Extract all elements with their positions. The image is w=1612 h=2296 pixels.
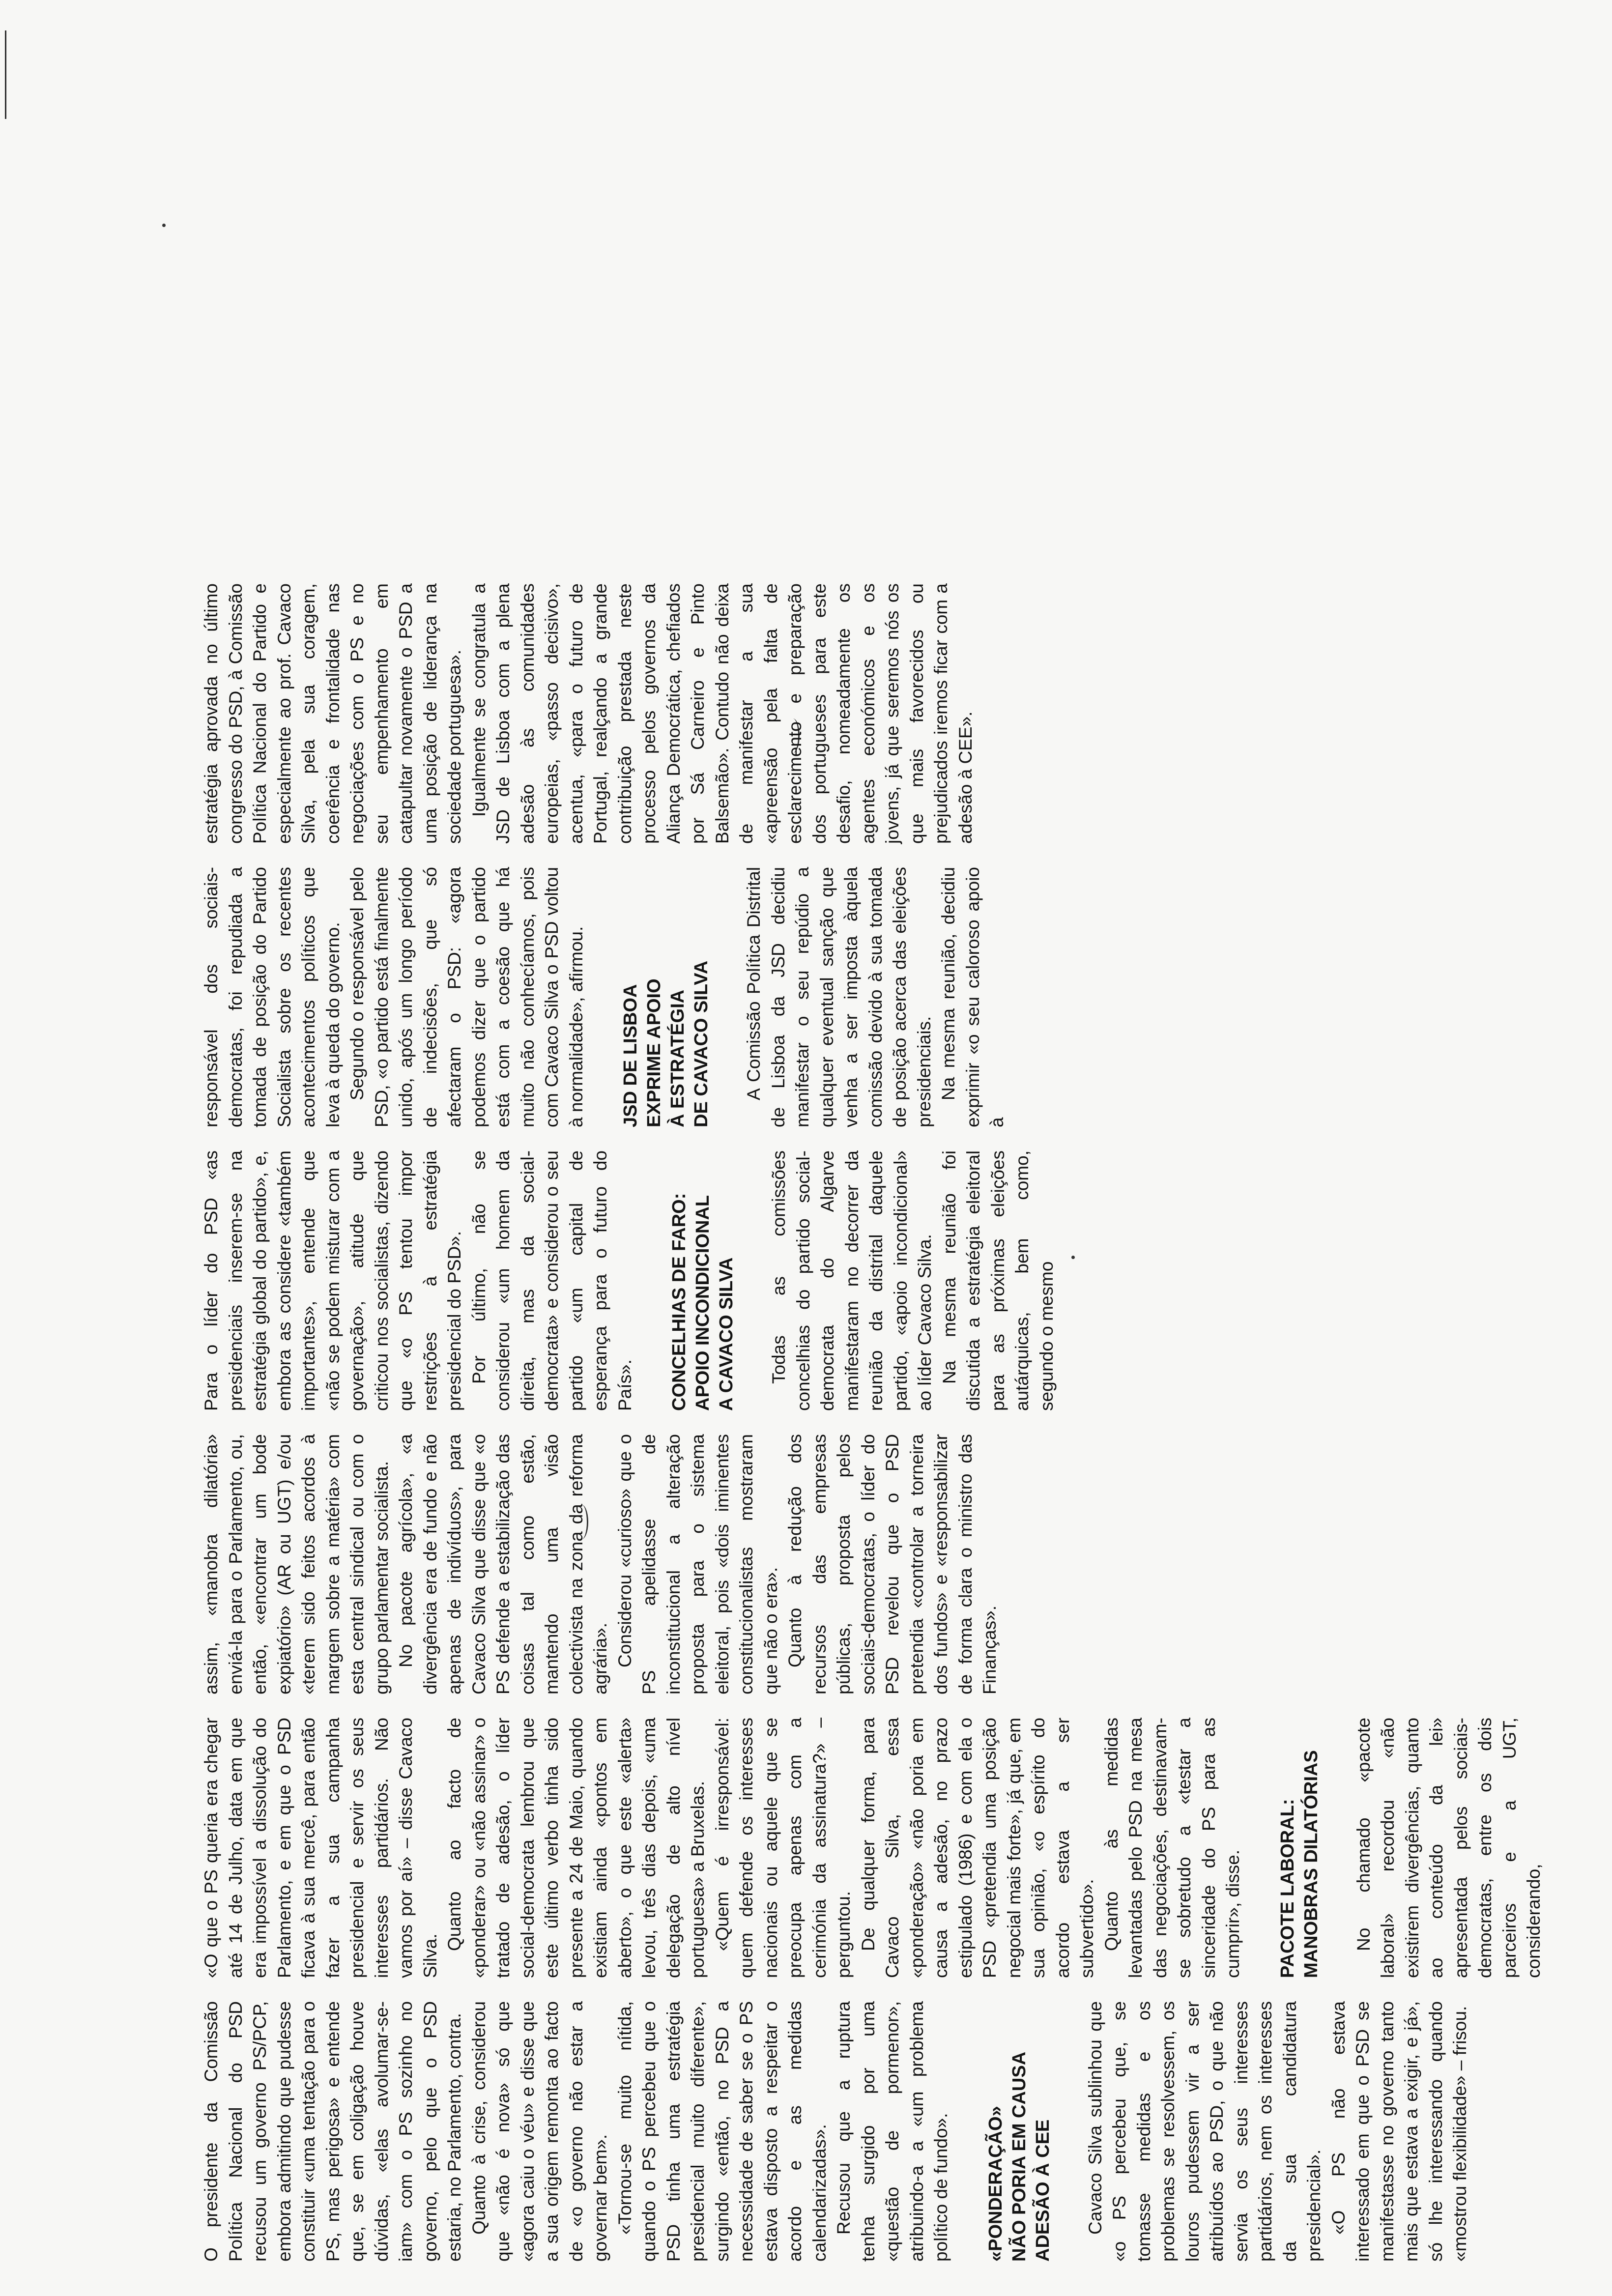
article-paragraph: «Quem é irresponsável: quem defende os interesses nacionais ou aquele que se preocupa apenas com a cerimónia da assinatura?» – perguntou.	[712, 1718, 854, 1978]
article-paragraph: «O que o PS queria era chegar até 14 de Julho, data em que era impossível a dissolução do Parlamento, e em que o PSD ficava à sua mercê, para então fazer a sua campanha presidencial e servir os seus interesses partidários. Não vamos por aí» – disse Cavaco Silva.	[201, 1718, 440, 1978]
subheading-line: APOIO INCONDICIONAL	[692, 1195, 713, 1411]
section-subheading	[619, 867, 713, 1127]
article-paragraph: «O PS não estava interessado em que o PSD se manifestasse no governo tanto mais que estava a exigir, e já», só lhe interessando quando «mostrou flexibilidade» – frisou.	[1328, 2001, 1470, 2262]
subheading-line: JSD DE LISBOA	[620, 984, 641, 1127]
article-paragraph: No chamado «pacote laboral» recordou «não existirem divergências, quanto ao conteúdo da lei» apresentada pelos sociais-democratas, entre os dois parceiros e a UGT, considerando,	[1353, 1718, 1544, 1978]
article-paragraph: Cavaco Silva sublinhou que «o PS percebeu que, se tomasse medidas e os problemas se resolvessem, os louros pudessem vir a ser atribuídos ao PSD, o que não servia os seus interesses partidários, nem os interesses da sua candidatura presidencial».	[1085, 2001, 1324, 2262]
subheading-line: PACOTE LABORAL:	[1277, 1799, 1298, 1978]
article-paragraph: De qualquer forma, para Cavaco Silva, essa «ponderação» «não poria em causa a adesão, no prazo estipulado (1986) e com ela o PSD «pretendia uma posição negocial mais forte», já que, em sua opinião, «o espírito do acordo estava a ser subvertido».	[858, 1718, 1097, 1978]
article-paragraph: Quanto ao facto de «ponderar» ou «não assinar» o tratado de adesão, o líder social-democrata lembrou que este último verbo tinha sido presente a 24 de Maio, quando existiam ainda «pontos em aberto», o que este «alerta» levou, três dias depois, «uma delegação de alto nível portuguesa» a Bruxelas.	[444, 1718, 708, 1978]
subheading-line: NÃO PORIA EM CAUSA	[1008, 2051, 1030, 2262]
article-column-1	[199, 2001, 1470, 2262]
article-paragraph: Igualmente se congratula a JSD de Lisboa com a plena adesão às comunidades europeias, «passo decisivo», acentua, «para o futuro de Portugal, realçando a grande contribuição prestada neste processo pelos governos da Aliança Democrática, chefiados por Sá Carneiro e Pinto Balsemão». Contudo não deixa de manifestar a sua «apreensão pela falta de esclarecimento e preparação dos portugueses para este desafio, nomeadamente os agentes económicos e os jovens, já que seremos nós os que mais favorecidos ou prejudicados iremos ficar com a adesão à CEE».	[468, 583, 976, 844]
article-paragraph: assim, «manobra dilatória» enviá-la para o Parlamento, ou, então, «encontrar um bode expiatório» (AR ou UGT) e/ou «terem sido feitos acordos à margem sobre a matéria» com esta central sindical ou com o grupo parlamentar socialista.	[201, 1434, 392, 1694]
article-paragraph: Segundo o responsável pelo PSD, «o partido está finalmente unido, após um longo período de indecisões, que só afectaram o PSD: «agora podemos dizer que o partido está com a coesão que há muito não conhecíamos, pois com Cavaco Silva o PSD voltou à normalidade», afirmou.	[347, 867, 586, 1127]
subheading-line: ADESÃO À CEE	[1032, 2119, 1053, 2262]
article-paragraph: No pacote agrícola», «a divergência era de fundo e não apenas de indivíduos», para Cavaco Silva que disse que «o PS defende a estabilização das coisas tal como estão, mantendo uma visão colectivista na zona da reforma agrária».	[396, 1434, 610, 1694]
subheading-line: EXPRIME APOIO	[644, 978, 664, 1127]
article-paragraph: O presidente da Comissão Política Nacional do PSD recusou um governo PS/PCP, embora admitindo que pudesse constituir «uma tentação para o PS, mas perigosa» e entende que, se em coligação houve dúvidas, «elas avolumar-se-iam» com o PS sozinho no governo, pelo que o PSD estaria, no Parlamento, contra.	[201, 2001, 464, 2262]
article-paragraph: Quanto à crise, considerou que «não é nova» só que «agora caiu o véu» e disse que a sua origem remonta ao facto de «o governo não estar a governar bem».	[468, 2001, 610, 2262]
section-subheading	[1276, 1718, 1323, 1978]
article-paragraph: Recusou que a ruptura tenha surgido por uma «questão de pormenor», atribuindo-a a «um problema político de fundo».	[834, 2001, 951, 2262]
scan-speck	[162, 224, 166, 227]
article-column-5	[199, 867, 1280, 1127]
article-paragraph: Quanto às medidas levantadas pelo PSD na mesa das negociações, destinavam-se sobretudo a «testar a sinceridade do PS para as cumprir», disse.	[1101, 1718, 1243, 1978]
article-column-6	[199, 583, 1280, 844]
article-paragraph: Considerou «curioso» que o PS apelidasse de inconstitucional a alteração proposta para o sistema eleitoral, pois «dois iminentes constitucionalistas mostraram que não o era».	[614, 1434, 781, 1694]
subheading-line: A CAVACO SILVA	[716, 1257, 737, 1411]
subheading-line: À ESTRATÉGIA	[667, 989, 688, 1127]
article-column-3	[199, 1434, 1280, 1694]
article-paragraph: «Tornou-se muito nítida, quando o PS percebeu que o PSD tinha uma estratégia presidencial muito diferente», surgindo «então, no PSD a necessidade de saber se o PS estava disposto a respeitar o acordo e as medidas calendarizadas».	[614, 2001, 830, 2262]
subheading-line: «PONDERAÇÃO»	[985, 2106, 1006, 2262]
article-paragraph: Todas as comissões concelhias do partido social-democrata do Algarve manifestaram no decorrer da reunião da distrital daquele partido, «apoio incondicional» ao líder Cavaco Silva.	[769, 1150, 935, 1411]
article-paragraph: Quanto à redução dos recursos das empresas públicas, proposta pelos sociais-democratas, o líder do PSD revelou que o PSD pretendia «controlar a torneira dos fundos» e «responsabilizar de forma clara o ministro das Finanças».	[785, 1434, 1000, 1694]
article-paragraph: Por último, não se considerou «um homem da direita, mas da social-democrata» e considerou o seu partido «um capital de esperança para o futuro do País».	[468, 1150, 635, 1411]
section-subheading	[984, 2001, 1055, 2262]
article-column-2	[199, 1718, 1544, 1978]
subheading-line: DE CAVACO SILVA	[691, 960, 712, 1127]
subheading-line: CONCELHIAS DE FARO:	[669, 1193, 690, 1411]
article-paragraph: A Comissão Política Distrital de Lisboa da JSD decidiu manifestar o seu repúdio a qualquer eventual sanção que venha a ser imposta àquela comissão devido à sua tomada de posição acerca das eleições presidenciais.	[744, 867, 934, 1127]
section-subheading	[667, 1150, 738, 1411]
article-paragraph: Para o líder do PSD «as presidenciais inserem-se na estratégia global do partido», e, embora as considere «também importantes», entende que «não se podem misturar com a governação», atitude que criticou nos socialistas, dizendo que «o PS tentou impor restrições à estratégia presidencial do PSD».	[201, 1150, 464, 1411]
article-paragraph: estratégia aprovada no último congresso do PSD, à Comissão Política Nacional do Partido e especialmente ao prof. Cavaco Silva, pela sua coragem, coerência e frontalidade nas negociações com o PS e no seu empenhamento em catapultar novamente o PSD a uma posição de liderança na sociedade portuguesa».	[201, 583, 464, 844]
subheading-line: MANOBRAS DILATÓRIAS	[1300, 1750, 1322, 1978]
article-paragraph: Na mesma reunião foi discutida a estratégia eleitoral para as próximas eleições autárquicas, bem como, segundo o mesmo	[939, 1150, 1057, 1411]
article-paragraph: responsável dos sociais-democratas, foi repudiada a tomada de posição do Partido Socialista sobre os recentes acontecimentos políticos que leva à queda do governo.	[201, 867, 343, 1127]
top-rule	[5, 30, 6, 119]
article-column-4	[199, 1150, 1280, 1411]
article-paragraph: Na mesma reunião, decidiu exprimir «o seu caloroso apoio à	[938, 867, 1007, 1127]
